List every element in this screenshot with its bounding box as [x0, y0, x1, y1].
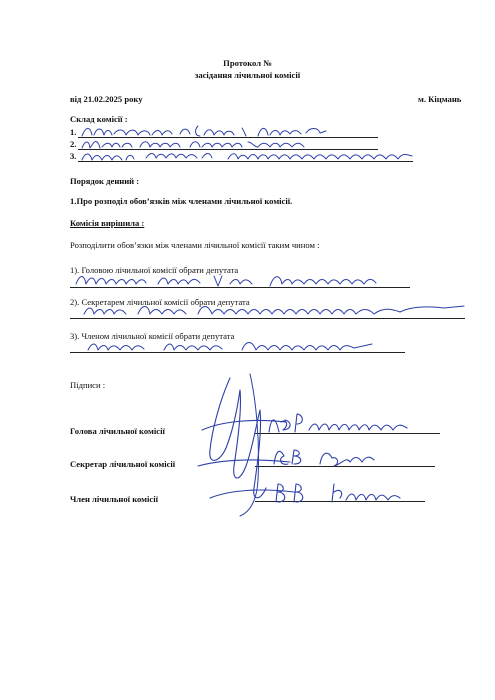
decision-item: 1). Головою лічильної комісії обрати депутата	[70, 265, 239, 275]
agenda-item: 1.Про розподіл обов’язків між членами лічильної комісії.	[70, 196, 293, 206]
decision-heading: Комісія вирішила :	[70, 218, 145, 228]
handwritten-decision-names	[72, 270, 472, 362]
signature-name-handwritten	[268, 444, 398, 470]
member-number: 2.	[70, 139, 77, 149]
decision-item: 2). Секретарем лічильної комісії обрати депутата	[70, 297, 250, 307]
protocol-city: м. Кіцмань	[418, 94, 462, 104]
protocol-date: від 21.02.2025 року	[70, 94, 143, 104]
signature-role: Секретар лічильної комісії	[70, 459, 176, 469]
protocol-subtitle: засідання лічильної комісії	[194, 70, 301, 80]
member-number: 3.	[70, 151, 77, 161]
signature-role: Голова лічильної комісії	[70, 426, 165, 436]
member-number: 1.	[70, 127, 77, 137]
signature-role: Член лічильної комісії	[70, 494, 159, 504]
decision-item: 3). Членом лічильної комісії обрати депутата	[70, 331, 235, 341]
signature-name-handwritten	[270, 478, 420, 508]
decision-intro: Розподілити обов’язки між членами лічильної комісії таким чином :	[70, 240, 320, 250]
handwritten-member-names	[80, 118, 420, 166]
signatures-heading: Підписи :	[70, 380, 106, 390]
agenda-heading: Порядок денний :	[70, 176, 140, 186]
signature-name-handwritten	[265, 410, 425, 438]
commission-heading: Склад комісії :	[70, 114, 128, 124]
protocol-title: Протокол №	[223, 58, 272, 68]
